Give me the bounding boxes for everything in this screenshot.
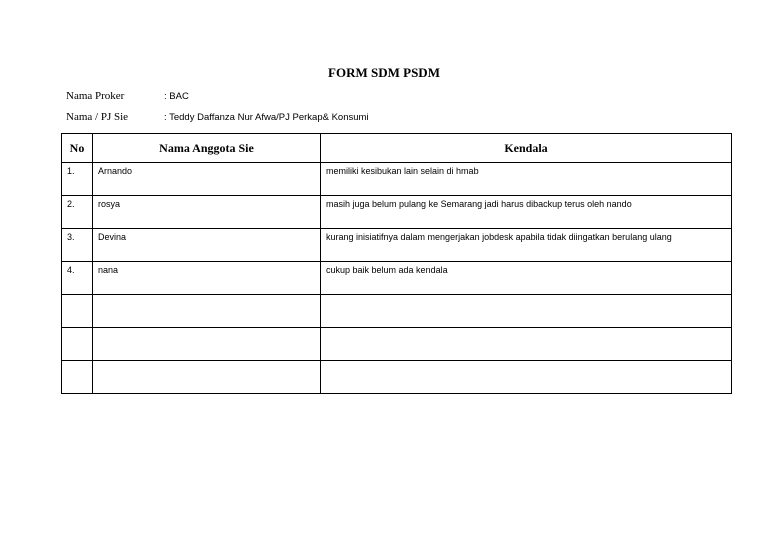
cell-kendala: memiliki kesibukan lain selain di hmab <box>321 163 732 196</box>
cell-kendala <box>321 361 732 394</box>
meta-value-proker: : BAC <box>164 91 189 102</box>
table-row-empty <box>62 328 732 361</box>
cell-no: 3. <box>62 229 93 262</box>
cell-kendala <box>321 328 732 361</box>
cell-nama <box>93 328 321 361</box>
cell-kendala <box>321 295 732 328</box>
cell-nama: Devina <box>93 229 321 262</box>
cell-no <box>62 328 93 361</box>
cell-nama: nana <box>93 262 321 295</box>
cell-nama: Arnando <box>93 163 321 196</box>
table-header-row <box>62 134 732 163</box>
table-row-empty <box>62 361 732 394</box>
cell-kendala: cukup baik belum ada kendala <box>321 262 732 295</box>
table-row <box>62 229 732 262</box>
header-kendala: Kendala <box>321 134 732 163</box>
cell-no <box>62 295 93 328</box>
cell-nama <box>93 295 321 328</box>
table-row <box>62 262 732 295</box>
meta-label-pj-sie: Nama / PJ Sie <box>66 111 129 123</box>
meta-value-pj-sie: : Teddy Daffanza Nur Afwa/PJ Perkap& Konsumi <box>164 112 369 123</box>
cell-no: 1. <box>62 163 93 196</box>
cell-no: 4. <box>62 262 93 295</box>
meta-label-proker: Nama Proker <box>66 90 125 102</box>
cell-no: 2. <box>62 196 93 229</box>
form-title: FORM SDM PSDM <box>328 65 440 80</box>
cell-kendala: kurang inisiatifnya dalam mengerjakan jobdesk apabila tidak diingatkan berulang ulang <box>321 229 732 262</box>
cell-kendala: masih juga belum pulang ke Semarang jadi harus dibackup terus oleh nando <box>321 196 732 229</box>
cell-nama: rosya <box>93 196 321 229</box>
header-no: No <box>62 134 93 163</box>
cell-no <box>62 361 93 394</box>
table-row <box>62 163 732 196</box>
cell-nama <box>93 361 321 394</box>
table-row <box>62 196 732 229</box>
table-row-empty <box>62 295 732 328</box>
header-nama-anggota: Nama Anggota Sie <box>93 134 321 163</box>
kendala-table <box>61 133 732 394</box>
